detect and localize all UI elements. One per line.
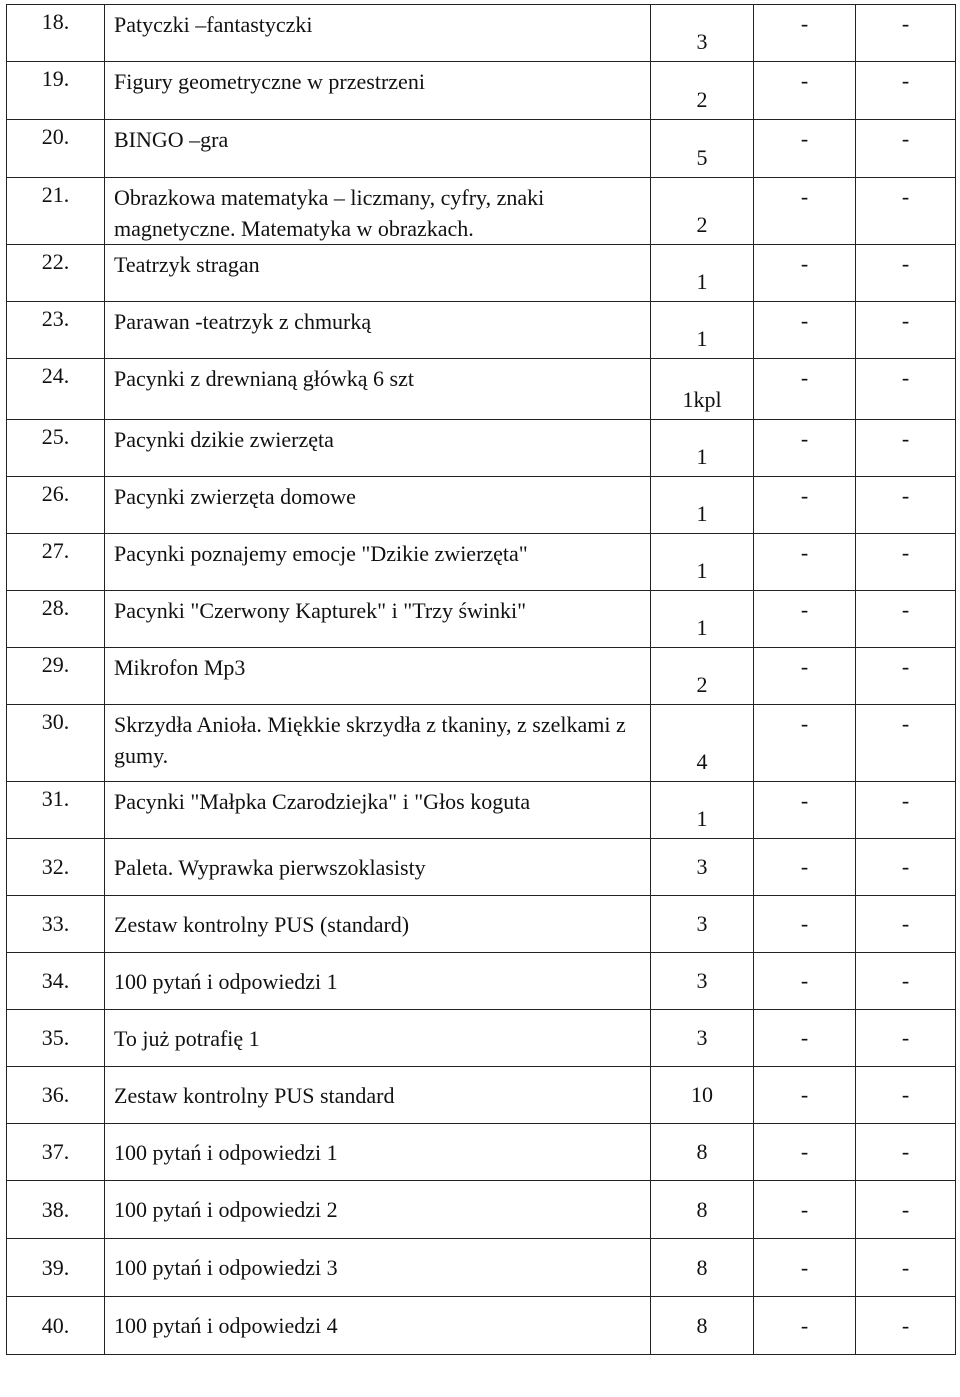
row-number: 32.: [7, 839, 105, 896]
item-name: Mikrofon Mp3: [105, 648, 651, 705]
table-row: [7, 1239, 956, 1297]
column-3-value: -: [754, 302, 856, 359]
table-row: [7, 648, 956, 705]
row-number: 20.: [7, 120, 105, 178]
column-4-value: -: [856, 591, 956, 648]
column-3-value: -: [754, 591, 856, 648]
column-3-value: -: [754, 1124, 856, 1181]
item-quantity: 3: [651, 896, 754, 953]
column-3-value: -: [754, 896, 856, 953]
row-number: 33.: [7, 896, 105, 953]
item-quantity: 2: [651, 62, 754, 120]
table-row: [7, 302, 956, 359]
column-4-value: -: [856, 359, 956, 420]
item-quantity: 1: [651, 591, 754, 648]
item-quantity: 2: [651, 648, 754, 705]
item-quantity: 1: [651, 477, 754, 534]
column-4-value: -: [856, 120, 956, 178]
item-name: 100 pytań i odpowiedzi 4: [105, 1297, 651, 1355]
item-quantity: 1: [651, 245, 754, 302]
item-name: Paleta. Wyprawka pierwszoklasisty: [105, 839, 651, 896]
row-number: 21.: [7, 178, 105, 245]
column-3-value: -: [754, 782, 856, 839]
table-row: [7, 896, 956, 953]
row-number: 31.: [7, 782, 105, 839]
item-name: Zestaw kontrolny PUS (standard): [105, 896, 651, 953]
item-name: Pacynki "Czerwony Kapturek" i "Trzy świnki": [105, 591, 651, 648]
row-number: 40.: [7, 1297, 105, 1355]
item-quantity: 3: [651, 839, 754, 896]
table-row: [7, 178, 956, 245]
row-number: 27.: [7, 534, 105, 591]
column-3-value: -: [754, 5, 856, 62]
item-name: 100 pytań i odpowiedzi 1: [105, 1124, 651, 1181]
item-quantity: 5: [651, 120, 754, 178]
table-row: [7, 477, 956, 534]
table-row: [7, 420, 956, 477]
row-number: 26.: [7, 477, 105, 534]
item-name: Figury geometryczne w przestrzeni: [105, 62, 651, 120]
item-quantity: 4: [651, 705, 754, 782]
item-quantity: 1: [651, 534, 754, 591]
table-row: [7, 359, 956, 420]
item-quantity: 1: [651, 782, 754, 839]
column-4-value: -: [856, 953, 956, 1010]
column-4-value: -: [856, 1067, 956, 1124]
item-quantity: 8: [651, 1124, 754, 1181]
table-row: [7, 245, 956, 302]
inventory-table-body: [7, 5, 956, 1355]
column-4-value: -: [856, 178, 956, 245]
column-3-value: -: [754, 1010, 856, 1067]
column-4-value: -: [856, 302, 956, 359]
column-4-value: -: [856, 782, 956, 839]
column-3-value: -: [754, 953, 856, 1010]
column-3-value: -: [754, 1297, 856, 1355]
column-4-value: -: [856, 245, 956, 302]
column-3-value: -: [754, 359, 856, 420]
item-name: Zestaw kontrolny PUS standard: [105, 1067, 651, 1124]
column-4-value: -: [856, 5, 956, 62]
item-name: Teatrzyk stragan: [105, 245, 651, 302]
column-4-value: -: [856, 648, 956, 705]
table-row: [7, 62, 956, 120]
column-3-value: -: [754, 1239, 856, 1297]
row-number: 23.: [7, 302, 105, 359]
table-row: [7, 1181, 956, 1239]
column-3-value: -: [754, 1067, 856, 1124]
column-3-value: -: [754, 120, 856, 178]
row-number: 37.: [7, 1124, 105, 1181]
column-4-value: -: [856, 62, 956, 120]
item-name: 100 pytań i odpowiedzi 2: [105, 1181, 651, 1239]
column-3-value: -: [754, 1181, 856, 1239]
item-quantity: 2: [651, 178, 754, 245]
row-number: 36.: [7, 1067, 105, 1124]
column-4-value: -: [856, 705, 956, 782]
item-name: Pacynki "Małpka Czarodziejka" i "Głos koguta: [105, 782, 651, 839]
row-number: 30.: [7, 705, 105, 782]
row-number: 29.: [7, 648, 105, 705]
item-quantity: 8: [651, 1297, 754, 1355]
column-3-value: -: [754, 534, 856, 591]
column-4-value: -: [856, 1181, 956, 1239]
column-4-value: -: [856, 1239, 956, 1297]
table-row: [7, 1124, 956, 1181]
item-quantity: 8: [651, 1181, 754, 1239]
row-number: 35.: [7, 1010, 105, 1067]
column-4-value: -: [856, 896, 956, 953]
table-row: [7, 534, 956, 591]
item-name: Pacynki dzikie zwierzęta: [105, 420, 651, 477]
row-number: 34.: [7, 953, 105, 1010]
column-3-value: -: [754, 178, 856, 245]
column-4-value: -: [856, 420, 956, 477]
item-name: Pacynki poznajemy emocje "Dzikie zwierzęta": [105, 534, 651, 591]
column-3-value: -: [754, 477, 856, 534]
column-4-value: -: [856, 1124, 956, 1181]
item-quantity: 1kpl: [651, 359, 754, 420]
item-quantity: 3: [651, 1010, 754, 1067]
item-name: Parawan -teatrzyk z chmurką: [105, 302, 651, 359]
row-number: 38.: [7, 1181, 105, 1239]
column-4-value: -: [856, 534, 956, 591]
table-row: [7, 1067, 956, 1124]
item-name: Skrzydła Anioła. Miękkie skrzydła z tkaniny, z szelkami z gumy.: [105, 705, 651, 782]
item-quantity: 1: [651, 420, 754, 477]
table-row: [7, 1297, 956, 1355]
table-row: [7, 953, 956, 1010]
item-name: BINGO –gra: [105, 120, 651, 178]
column-3-value: -: [754, 705, 856, 782]
inventory-table: [6, 4, 956, 1355]
table-row: [7, 591, 956, 648]
item-name: Pacynki z drewnianą główką 6 szt: [105, 359, 651, 420]
row-number: 22.: [7, 245, 105, 302]
column-4-value: -: [856, 1297, 956, 1355]
item-name: 100 pytań i odpowiedzi 3: [105, 1239, 651, 1297]
table-row: [7, 705, 956, 782]
row-number: 19.: [7, 62, 105, 120]
column-4-value: -: [856, 1010, 956, 1067]
item-name: Patyczki –fantastyczki: [105, 5, 651, 62]
column-3-value: -: [754, 839, 856, 896]
item-quantity: 8: [651, 1239, 754, 1297]
column-4-value: -: [856, 839, 956, 896]
row-number: 18.: [7, 5, 105, 62]
item-name: Obrazkowa matematyka – liczmany, cyfry, znaki magnetyczne. Matematyka w obrazkach.: [105, 178, 651, 245]
row-number: 24.: [7, 359, 105, 420]
row-number: 25.: [7, 420, 105, 477]
column-3-value: -: [754, 420, 856, 477]
item-quantity: 3: [651, 953, 754, 1010]
item-quantity: 10: [651, 1067, 754, 1124]
column-3-value: -: [754, 62, 856, 120]
row-number: 39.: [7, 1239, 105, 1297]
item-name: 100 pytań i odpowiedzi 1: [105, 953, 651, 1010]
item-name: To już potrafię 1: [105, 1010, 651, 1067]
item-quantity: 3: [651, 5, 754, 62]
row-number: 28.: [7, 591, 105, 648]
column-3-value: -: [754, 245, 856, 302]
table-row: [7, 1010, 956, 1067]
column-3-value: -: [754, 648, 856, 705]
table-row: [7, 839, 956, 896]
table-row: [7, 5, 956, 62]
column-4-value: -: [856, 477, 956, 534]
item-quantity: 1: [651, 302, 754, 359]
table-row: [7, 782, 956, 839]
item-name: Pacynki zwierzęta domowe: [105, 477, 651, 534]
table-row: [7, 120, 956, 178]
